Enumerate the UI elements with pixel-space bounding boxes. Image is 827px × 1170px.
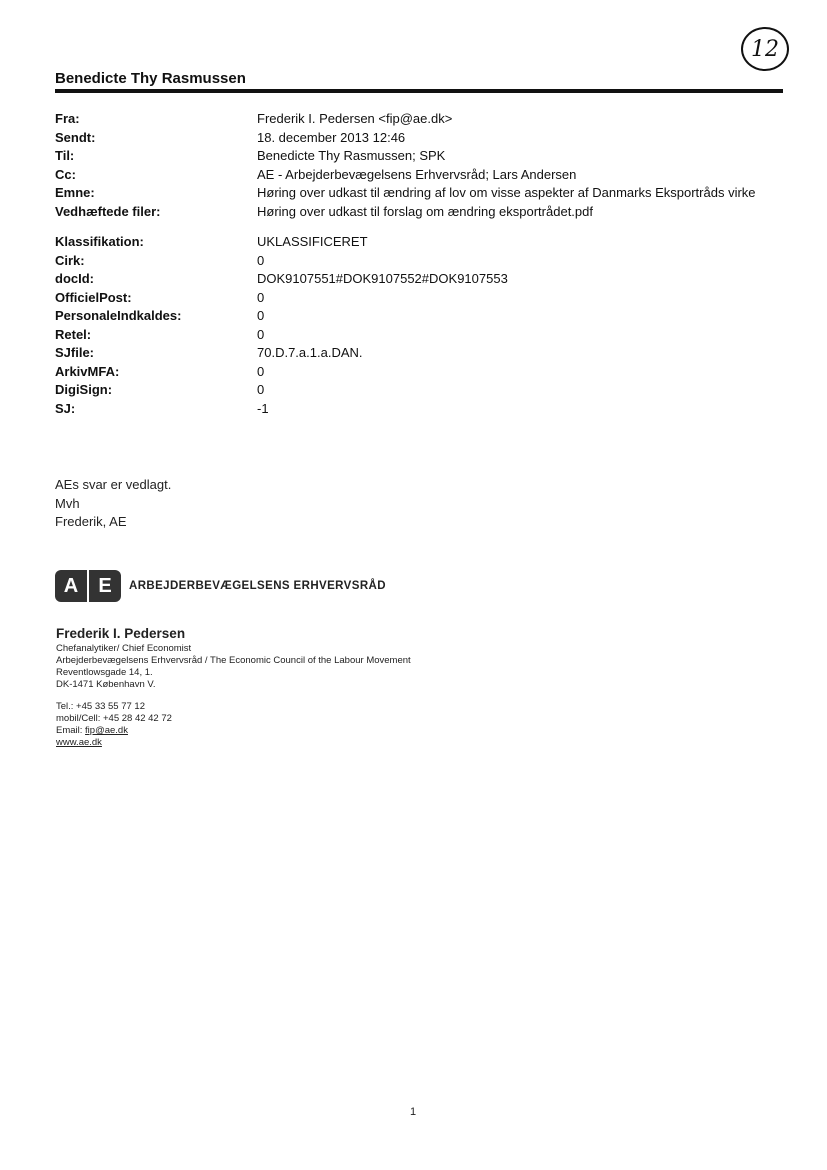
meta-arkivmfa: [55, 363, 785, 382]
field-value: 18. december 2013 12:46: [257, 129, 406, 145]
meta-label: DigiSign:: [55, 382, 113, 397]
logo-letter-a: A: [55, 570, 87, 602]
meta-label: docId:: [55, 271, 94, 286]
field-attachments: [55, 203, 785, 222]
meta-label: PersonaleIndkaldes:: [55, 308, 182, 323]
logo-letter-e: E: [89, 570, 121, 602]
field-label: Til:: [55, 148, 75, 163]
field-label: Vedhæftede filer:: [55, 203, 161, 219]
meta-label: SJfile:: [55, 345, 95, 360]
field-value: Benedicte Thy Rasmussen; SPK: [257, 148, 446, 163]
meta-personaleindkaldes: [55, 307, 785, 326]
signature-org: Arbejderbevægelsens Erhvervsråd / The Economic Council of the Labour Movement: [56, 655, 411, 666]
meta-value: 0: [257, 308, 265, 323]
field-value: AE - Arbejderbevægelsens Erhvervsråd; Lars Andersen: [257, 166, 577, 182]
signature-address-street: Reventlowsgade 14, 1.: [56, 667, 153, 678]
meta-value: 0: [257, 289, 265, 305]
meta-sjfile: [55, 344, 785, 363]
meta-officielpost: [55, 289, 785, 308]
field-label: Fra:: [55, 111, 80, 126]
meta-label: Klassifikation:: [55, 234, 144, 249]
page-number-stamp: 12: [741, 27, 789, 71]
field-label: Sendt:: [55, 129, 96, 145]
message-body: [55, 476, 171, 532]
email-signature: [56, 626, 411, 749]
email-link[interactable]: fip@ae.dk: [85, 725, 128, 736]
body-line: Frederik, AE: [55, 514, 127, 529]
meta-label: OfficielPost:: [55, 289, 132, 305]
spacer: [56, 691, 411, 701]
meta-classification: [55, 233, 785, 252]
signature-name: Frederik I. Pedersen: [56, 626, 186, 641]
website-link[interactable]: www.ae.dk: [56, 737, 102, 748]
meta-cirk: [55, 252, 785, 271]
body-line: AEs svar er vedlagt.: [55, 477, 172, 492]
signature-mobile: mobil/Cell: +45 28 42 42 72: [56, 713, 172, 724]
page-number: 1: [410, 1106, 417, 1118]
meta-label: Cirk:: [55, 252, 85, 268]
field-label: Cc:: [55, 166, 76, 182]
meta-value: 0: [257, 363, 265, 379]
meta-value: 0: [257, 252, 265, 268]
meta-sj: [55, 400, 785, 419]
body-line: Mvh: [55, 495, 80, 511]
ae-logo: [55, 570, 386, 602]
meta-value: UKLASSIFICERET: [257, 234, 368, 249]
header-divider: [55, 89, 783, 93]
meta-label: SJ:: [55, 400, 76, 416]
meta-value: -1: [257, 400, 269, 416]
header-name: Benedicte Thy Rasmussen: [55, 70, 246, 87]
signature-tel: Tel.: +45 33 55 77 12: [56, 701, 146, 712]
meta-retel: [55, 326, 785, 345]
email-header-fields: [55, 110, 785, 418]
meta-docid: [55, 270, 785, 289]
signature-title: Chefanalytiker/ Chief Economist: [56, 643, 192, 654]
meta-value: 0: [257, 382, 265, 397]
spacer: [55, 221, 785, 233]
meta-value: 70.D.7.a.1.a.DAN.: [257, 345, 363, 360]
meta-value: 0: [257, 326, 265, 342]
signature-email: [56, 725, 411, 737]
field-from: [55, 110, 785, 129]
field-label: Emne:: [55, 185, 95, 200]
meta-value: DOK9107551#DOK9107552#DOK9107553: [257, 271, 508, 286]
email-label: Email:: [56, 725, 86, 736]
field-sent: [55, 129, 785, 148]
field-value: Frederik I. Pedersen <fip@ae.dk>: [257, 111, 453, 126]
attachment-link[interactable]: Høring over udkast til forslag om ændring eksportrådet.pdf: [257, 203, 593, 219]
signature-address-city: DK-1471 København V.: [56, 679, 156, 690]
field-to: [55, 147, 785, 166]
field-cc: [55, 166, 785, 185]
field-value: Høring over udkast til ændring af lov om visse aspekter af Danmarks Eksportråds virke: [257, 185, 756, 200]
field-subject: [55, 184, 785, 203]
meta-digisign: [55, 381, 785, 400]
logo-text: ARBEJDERBEVÆGELSENS ERHVERVSRÅD: [129, 580, 386, 592]
meta-label: ArkivMFA:: [55, 363, 120, 379]
meta-label: Retel:: [55, 326, 92, 342]
